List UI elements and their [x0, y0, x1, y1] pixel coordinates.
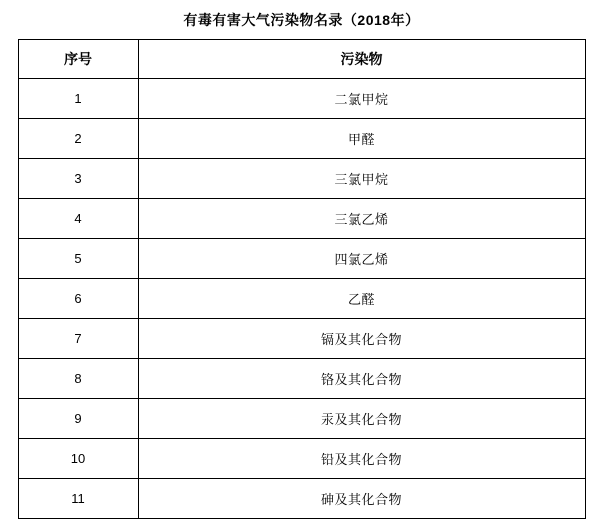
table-row: [18, 279, 585, 319]
table-body: [18, 79, 585, 519]
cell-index: 3: [18, 159, 138, 199]
cell-index: 8: [18, 359, 138, 399]
table-row: [18, 359, 585, 399]
cell-pollutant: 乙醛: [138, 279, 585, 319]
cell-pollutant: 铅及其化合物: [138, 439, 585, 479]
table-header-row: [18, 40, 585, 79]
cell-index: 5: [18, 239, 138, 279]
table-row: [18, 319, 585, 359]
cell-pollutant: 三氯甲烷: [138, 159, 585, 199]
pollutant-table: [18, 39, 586, 519]
cell-pollutant: 甲醛: [138, 119, 585, 159]
column-header-index: 序号: [18, 40, 138, 79]
cell-pollutant: 三氯乙烯: [138, 199, 585, 239]
table-row: [18, 79, 585, 119]
table-row: [18, 159, 585, 199]
cell-index: 4: [18, 199, 138, 239]
page-title: 有毒有害大气污染物名录（2018年）: [183, 12, 420, 28]
table-row: [18, 479, 585, 519]
cell-index: 2: [18, 119, 138, 159]
cell-pollutant: 铬及其化合物: [138, 359, 585, 399]
column-header-pollutant: 污染物: [138, 40, 585, 79]
table-row: [18, 239, 585, 279]
table-row: [18, 399, 585, 439]
table-row: [18, 199, 585, 239]
cell-pollutant: 汞及其化合物: [138, 399, 585, 439]
cell-pollutant: 镉及其化合物: [138, 319, 585, 359]
cell-index: 6: [18, 279, 138, 319]
cell-index: 11: [18, 479, 138, 519]
cell-index: 9: [18, 399, 138, 439]
cell-index: 10: [18, 439, 138, 479]
cell-pollutant: 四氯乙烯: [138, 239, 585, 279]
table-row: [18, 119, 585, 159]
table-row: [18, 439, 585, 479]
cell-pollutant: 二氯甲烷: [138, 79, 585, 119]
cell-pollutant: 砷及其化合物: [138, 479, 585, 519]
cell-index: 7: [18, 319, 138, 359]
cell-index: 1: [18, 79, 138, 119]
